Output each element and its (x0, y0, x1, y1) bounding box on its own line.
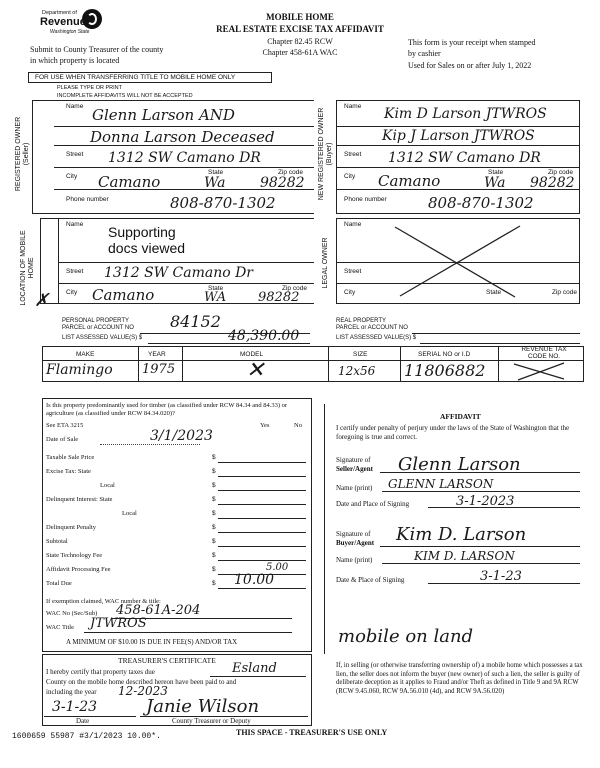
serial-header: SERIAL NO or I.D (418, 351, 471, 358)
dollar-10: $ (212, 580, 216, 587)
location-name-stamp1: Supporting (108, 224, 176, 240)
form-title2: REAL ESTATE EXCISE TAX AFFIDAVIT (216, 24, 384, 34)
seller-date-label: Date and Place of Signing (336, 500, 410, 508)
buyer-state-label: State (488, 169, 504, 176)
location-side-label: LOCATION OF MOBILE HOME (20, 230, 35, 306)
real-assessed-label: LIST ASSESSED VALUE(S) $ (336, 335, 417, 341)
seller-street[interactable]: 1312 SW Camano DR (108, 150, 261, 166)
buyer-city[interactable]: Camano (378, 172, 441, 190)
treasurer-year[interactable]: 12-2023 (118, 684, 168, 698)
delinquent-penalty-label: Delinquent Penalty (46, 524, 97, 531)
buyer-side-label: NEW REGISTERED OWNER (Buyer) (318, 107, 333, 201)
treasurer-county-label: County Treasurer or Deputy (172, 717, 251, 725)
real-parcel-label1: REAL PROPERTY (336, 318, 387, 324)
seller-side-label: REGISTERED OWNER (Seller) (15, 116, 30, 192)
dollar-7: $ (212, 538, 216, 545)
model-x-mark-icon: ✕ (246, 358, 265, 383)
buyer-date[interactable]: 3-1-23 (480, 569, 522, 584)
mobile-on-land-note: mobile on land (338, 626, 474, 647)
dollar-9: $ (212, 566, 216, 573)
local-label: Local (100, 482, 115, 489)
seller-phone[interactable]: 808-870-1302 (170, 194, 276, 212)
location-name-label: Name (66, 221, 84, 228)
form-title1: MOBILE HOME (266, 12, 334, 22)
seller-signature[interactable]: Glenn Larson (398, 454, 521, 475)
make-value[interactable]: Flamingo (46, 362, 113, 378)
logo-dept: Department of (42, 10, 77, 16)
seller-state-label: State (208, 169, 224, 176)
seller-print-label: Name (print) (336, 484, 373, 492)
affidavit-fee-value[interactable]: 5.00 (266, 562, 289, 573)
treasurer-line1: I hereby certify that property taxes due (46, 668, 155, 676)
affidavit-certify: I certify under penalty of perjury under the laws of the State of Washington that the foregoing is true and correct. (336, 424, 570, 441)
seller-city-label: City (66, 173, 78, 180)
make-header: MAKE (76, 351, 95, 358)
location-zip-label: Zip code (282, 285, 307, 292)
year-header: YEAR (148, 351, 166, 358)
location-state[interactable]: WA (204, 290, 227, 305)
buyer-signature[interactable]: Kim D. Larson (396, 524, 527, 545)
dollar-8: $ (212, 552, 216, 559)
wac-no-label: WAC No (Sec/Sub) (46, 610, 98, 617)
chapter2: Chapter 458-61A WAC (262, 48, 338, 57)
assessed-label: LIST ASSESSED VALUE(S) $ (62, 335, 143, 341)
parcel-label1: PERSONAL PROPERTY (62, 318, 130, 324)
treasurer-date-label: Date (76, 717, 90, 725)
seller-sig-label2: Seller/Agent (336, 465, 373, 473)
treasurer-use-only: THIS SPACE - TREASURER'S USE ONLY (236, 728, 388, 737)
legal-strike-icon (390, 222, 530, 302)
location-city-label: City (66, 289, 78, 296)
buyer-phone[interactable]: 808-870-1302 (428, 194, 534, 212)
excise-tax-label: Excise Tax: State (46, 468, 91, 475)
dollar-2: $ (212, 468, 216, 475)
submit-line2: in which property is located (30, 56, 120, 65)
tax-code-header: REVENUE TAX CODE NO. (521, 346, 567, 360)
seller-street-label: Street (66, 151, 84, 158)
buyer-name-label: Name (344, 103, 362, 110)
affidavit-title: AFFIDAVIT (440, 412, 481, 421)
treasurer-date[interactable]: 3-1-23 (52, 699, 98, 715)
date-of-sale-label: Date of Sale (46, 436, 79, 443)
legal-side-label: LEGAL OWNER (322, 237, 329, 289)
buyer-print-name[interactable]: KIM D. LARSON (414, 549, 515, 563)
seller-name-label: Name (66, 103, 84, 110)
size-header: SIZE (353, 351, 368, 358)
seller-name1[interactable]: Glenn Larson AND (92, 106, 235, 124)
date-of-sale[interactable]: 3/1/2023 (150, 428, 213, 444)
timber-question: Is this property predominantly used for timber (as classified under RCW 84.34 and 84.33) or agriculture (as classified under RCW 84.34.020)? (46, 402, 288, 417)
treasurer-line3: including the year (46, 688, 97, 696)
year-value[interactable]: 1975 (142, 362, 176, 377)
buyer-state[interactable]: Wa (484, 175, 506, 191)
buyer-name2[interactable]: Kip J Larson JTWROS (382, 128, 535, 144)
location-street-label: Street (66, 268, 84, 275)
location-street[interactable]: 1312 SW Camano Dr (104, 265, 254, 281)
chapter1: Chapter 82.45 RCW (267, 37, 333, 46)
seller-state[interactable]: Wa (204, 175, 226, 191)
dollar-5: $ (212, 510, 216, 517)
legal-city-label: City (344, 289, 356, 296)
no-label: No (294, 422, 302, 429)
assessed-value[interactable]: 48,390.00 (228, 328, 300, 344)
parcel-label2: PARCEL or ACCOUNT NO (62, 325, 134, 331)
dollar-6: $ (212, 524, 216, 531)
seller-print-name[interactable]: GLENN LARSON (388, 477, 494, 491)
lien-warning: If, in selling (or otherwise transferring ownership of) a mobile home which possesses a tax lien, the seller does not inform the buyer (new owner) of such a lien, the seller is guilty of deliberate deception as it applies to Fraud and/or Theft as defined in Title 9 and 9A RCW (RCW 9.45.060, RCW 9A.56.010 (4d), and RCW 9A.56.020) (336, 662, 583, 695)
taxable-price-label: Taxable Sale Price (46, 454, 95, 461)
location-x-mark-icon: ✗ (34, 290, 50, 311)
receipt-line2: by cashier (408, 49, 441, 58)
buyer-zip[interactable]: 98282 (530, 175, 575, 191)
parcel-no[interactable]: 84152 (170, 312, 221, 331)
legal-zip-label: Zip code (552, 289, 577, 296)
treasurer-line2: County on the mobile home described hereon have been paid to and (46, 678, 237, 686)
seller-city[interactable]: Camano (98, 173, 161, 191)
wac-title-label: WAC Title (46, 624, 74, 631)
total-due-value[interactable]: 10.00 (234, 572, 275, 588)
wac-no[interactable]: 458-61A-204 (116, 603, 201, 618)
incomplete-note: INCOMPLETE AFFIDAVITS WILL NOT BE ACCEPTED (57, 93, 193, 99)
seller-zip[interactable]: 98282 (260, 175, 305, 191)
dollar-1: $ (212, 454, 216, 461)
receipt-line1: This form is your receipt when stamped (408, 38, 536, 47)
cashier-stamp: 1600659 55987 #3/1/2023 10.00*. (12, 732, 161, 741)
exemption-label: If exemption claimed, WAC number & title: (46, 598, 161, 605)
serial-value[interactable]: 11806882 (404, 361, 486, 380)
buyer-city-label: City (344, 173, 356, 180)
minimum-note: A MINIMUM OF $10.00 IS DUE IN FEE(S) AND/OR TAX (66, 638, 238, 646)
location-zip[interactable]: 98282 (258, 290, 300, 305)
affidavit-fee-label: Affidavit Processing Fee (46, 566, 111, 573)
total-due-label: Total Due (46, 580, 72, 587)
legal-name-label: Name (344, 221, 362, 228)
subtotal-label: Subtotal (46, 538, 68, 545)
real-parcel-label2: PARCEL or ACCOUNT NO (336, 325, 408, 331)
buyer-sig-label2: Buyer/Agent (336, 539, 375, 547)
use-banner: FOR USE WHEN TRANSFERRING TITLE TO MOBILE HOME ONLY (28, 72, 272, 83)
yes-label: Yes (260, 422, 270, 429)
treasurer-taxes-due[interactable]: Esland (232, 661, 277, 676)
tax-code-strike-icon (510, 360, 570, 382)
see-eta: See ETA 3215 (46, 422, 84, 429)
logo-revenue: Revenue (40, 16, 86, 28)
treasurer-signature[interactable]: Janie Wilson (146, 696, 260, 717)
wac-title[interactable]: JTWROS (90, 616, 147, 631)
seller-zip-label: Zip code (278, 169, 303, 176)
local-label2: Local (122, 510, 137, 517)
submit-line1: Submit to County Treasurer of the county (30, 45, 164, 54)
size-value[interactable]: 12x56 (338, 364, 376, 378)
buyer-zip-label: Zip code (548, 169, 573, 176)
sales-line: Used for Sales on or after July 1, 2022 (408, 61, 532, 70)
print-note: PLEASE TYPE OR PRINT (57, 85, 123, 91)
seller-sig-label1: Signature of (336, 456, 371, 464)
legal-street-label: Street (344, 268, 362, 275)
seller-phone-label: Phone number (66, 196, 109, 203)
buyer-street-label: Street (344, 151, 362, 158)
buyer-street[interactable]: 1312 SW Camano DR (388, 150, 541, 166)
tech-fee-label: State Technology Fee (46, 552, 103, 559)
buyer-sig-label1: Signature of (336, 530, 371, 538)
buyer-print-label: Name (print) (336, 556, 373, 564)
logo-state: Washington State (50, 29, 90, 35)
buyer-name1[interactable]: Kim D Larson JTWROS (384, 106, 547, 122)
location-city[interactable]: Camano (92, 286, 155, 304)
dollar-4: $ (212, 496, 216, 503)
location-state-label: State (208, 285, 224, 292)
seller-name2[interactable]: Donna Larson Deceased (90, 128, 275, 146)
buyer-phone-label: Phone number (344, 196, 387, 203)
delinquent-interest-label: Delinquent Interest: State (46, 496, 113, 503)
legal-state-label: State (486, 289, 502, 296)
location-name-stamp2: docs viewed (108, 240, 186, 256)
dollar-3: $ (212, 482, 216, 489)
seller-date[interactable]: 3-1-2023 (456, 494, 515, 509)
treasurer-title: TREASURER'S CERTIFICATE (118, 656, 216, 665)
buyer-date-label: Date & Place of Signing (336, 576, 405, 584)
model-header: MODEL (240, 351, 264, 358)
